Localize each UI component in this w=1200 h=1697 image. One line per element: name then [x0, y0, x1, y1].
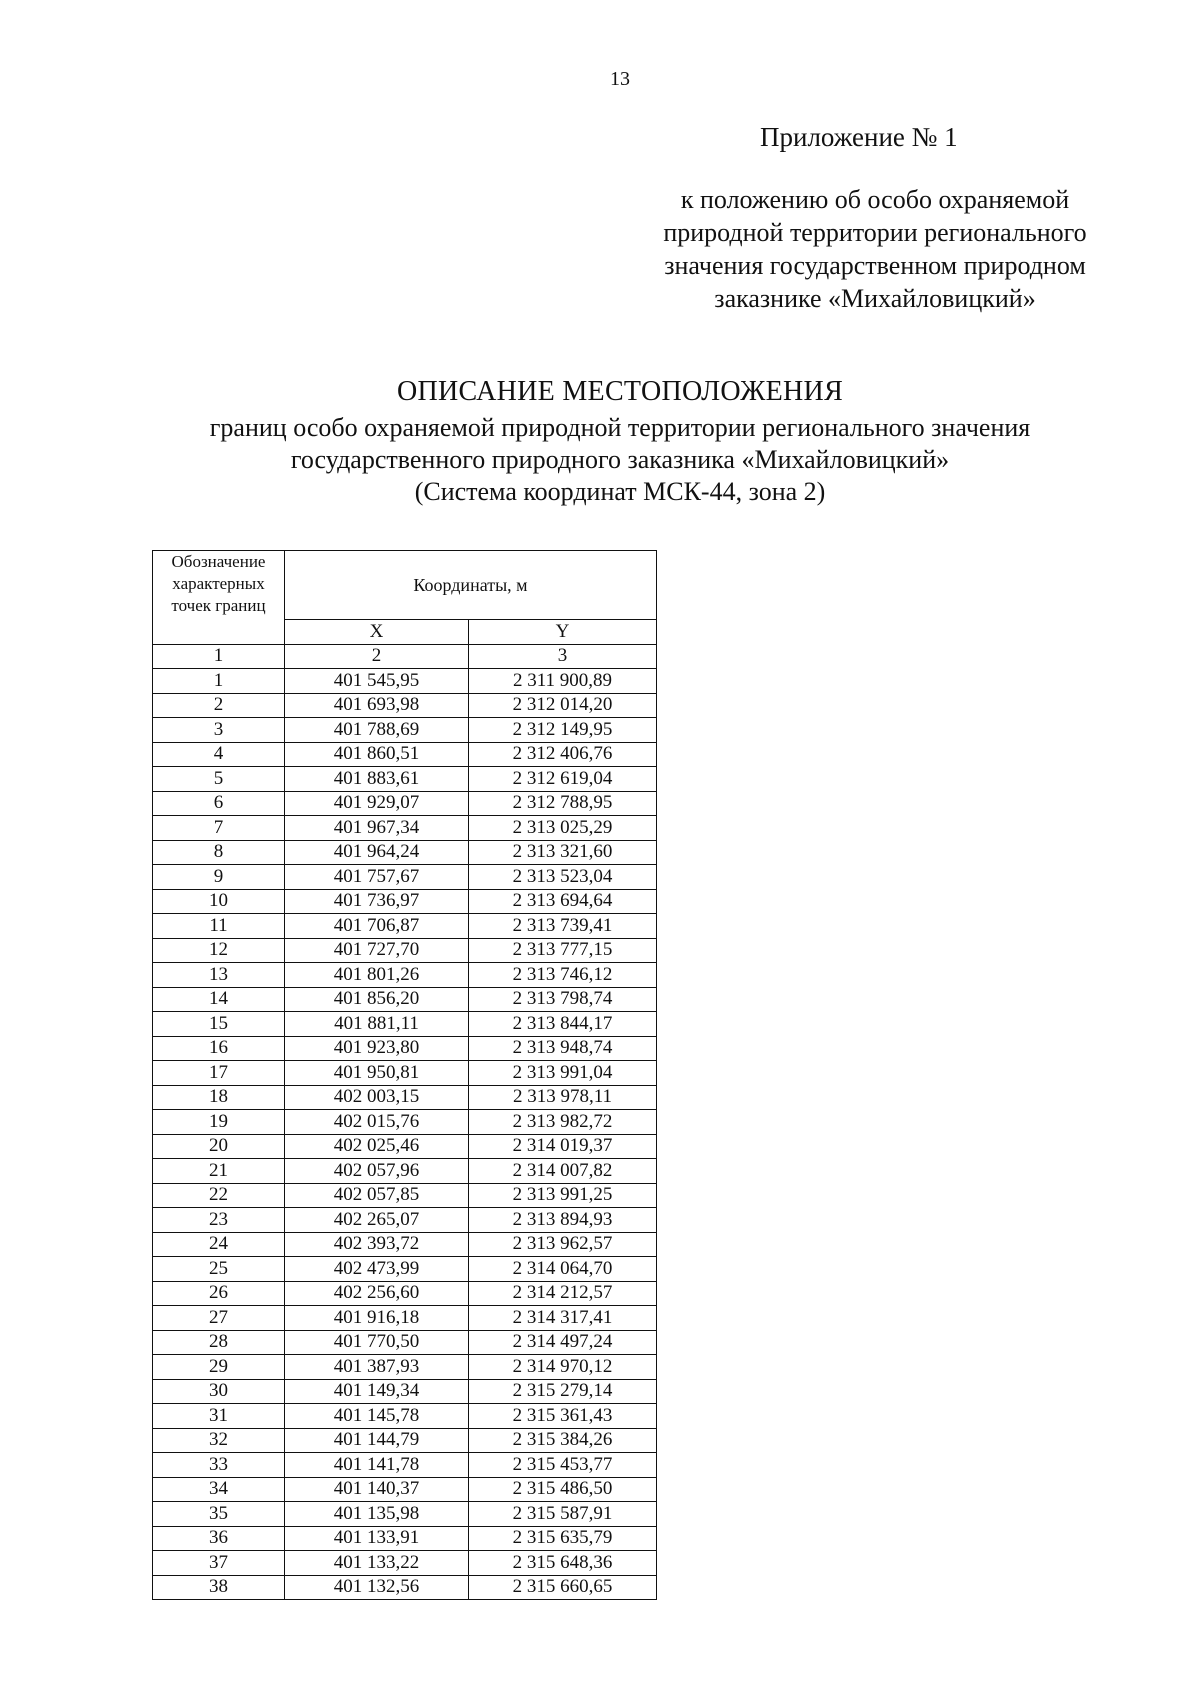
table-row: [153, 914, 657, 939]
document-subtitle-line: государственного природного заказника «Михайловицкий»: [290, 445, 950, 474]
point-number-cell: 4: [153, 742, 285, 767]
point-number-cell: 33: [153, 1453, 285, 1478]
y-coordinate-cell: 2 313 982,72: [469, 1110, 657, 1135]
x-coordinate-cell: 401 929,07: [285, 791, 469, 816]
y-coordinate-cell: 2 313 739,41: [469, 914, 657, 939]
x-coordinate-cell: 401 736,97: [285, 889, 469, 914]
appendix-subheading-line: заказнике «Михайловицкий»: [714, 284, 1036, 313]
point-number-cell: 6: [153, 791, 285, 816]
y-coordinate-cell: 2 314 019,37: [469, 1134, 657, 1159]
point-number-cell: 2: [153, 693, 285, 718]
x-coordinate-cell: 402 256,60: [285, 1281, 469, 1306]
y-coordinate-cell: 2 313 777,15: [469, 938, 657, 963]
table-header-row: [153, 551, 657, 620]
table-row: [153, 865, 657, 890]
column-number: 1: [153, 644, 285, 669]
point-number-cell: 32: [153, 1428, 285, 1453]
table-row: [153, 1159, 657, 1184]
y-coordinate-cell: 2 312 406,76: [469, 742, 657, 767]
table-row: [153, 693, 657, 718]
x-coordinate-cell: 401 757,67: [285, 865, 469, 890]
table-row: [153, 1526, 657, 1551]
table-row: [153, 1257, 657, 1282]
table-row: [153, 1012, 657, 1037]
header-point-designation: Обозначение характерных точек границ: [153, 551, 285, 645]
y-coordinate-cell: 2 313 991,04: [469, 1061, 657, 1086]
table-row: [153, 816, 657, 841]
x-coordinate-cell: 401 132,56: [285, 1575, 469, 1600]
point-number-cell: 8: [153, 840, 285, 865]
table-row: [153, 1061, 657, 1086]
point-number-cell: 21: [153, 1159, 285, 1184]
appendix-subheading-line: значения государственном природном: [664, 251, 1086, 280]
point-number-cell: 17: [153, 1061, 285, 1086]
document-subtitle-line: (Система координат МСК-44, зона 2): [414, 477, 826, 506]
y-coordinate-cell: 2 313 978,11: [469, 1085, 657, 1110]
table-row: [153, 1477, 657, 1502]
x-coordinate-cell: 401 145,78: [285, 1404, 469, 1429]
table-row: [153, 669, 657, 694]
header-coordinates: Координаты, м: [285, 551, 657, 620]
x-coordinate-cell: 401 133,91: [285, 1526, 469, 1551]
point-number-cell: 5: [153, 767, 285, 792]
table-row: [153, 1502, 657, 1527]
x-coordinate-cell: 402 025,46: [285, 1134, 469, 1159]
y-coordinate-cell: 2 312 619,04: [469, 767, 657, 792]
y-coordinate-cell: 2 313 991,25: [469, 1183, 657, 1208]
x-coordinate-cell: 401 860,51: [285, 742, 469, 767]
x-coordinate-cell: 401 727,70: [285, 938, 469, 963]
table-row: [153, 1330, 657, 1355]
y-coordinate-cell: 2 315 648,36: [469, 1551, 657, 1576]
x-coordinate-cell: 401 135,98: [285, 1502, 469, 1527]
point-number-cell: 9: [153, 865, 285, 890]
x-coordinate-cell: 401 856,20: [285, 987, 469, 1012]
y-coordinate-cell: 2 313 321,60: [469, 840, 657, 865]
x-coordinate-cell: 401 149,34: [285, 1379, 469, 1404]
table-row: [153, 938, 657, 963]
column-number-row: [153, 644, 657, 669]
x-coordinate-cell: 401 788,69: [285, 718, 469, 743]
x-coordinate-cell: 401 923,80: [285, 1036, 469, 1061]
y-coordinate-cell: 2 315 635,79: [469, 1526, 657, 1551]
x-coordinate-cell: 401 770,50: [285, 1330, 469, 1355]
y-coordinate-cell: 2 312 788,95: [469, 791, 657, 816]
x-coordinate-cell: 402 003,15: [285, 1085, 469, 1110]
x-coordinate-cell: 401 144,79: [285, 1428, 469, 1453]
y-coordinate-cell: 2 313 694,64: [469, 889, 657, 914]
appendix-subheading: [620, 183, 1130, 315]
x-coordinate-cell: 401 881,11: [285, 1012, 469, 1037]
point-number-cell: 38: [153, 1575, 285, 1600]
x-coordinate-cell: 401 387,93: [285, 1355, 469, 1380]
y-coordinate-cell: 2 313 894,93: [469, 1208, 657, 1233]
y-coordinate-cell: 2 315 587,91: [469, 1502, 657, 1527]
point-number-cell: 26: [153, 1281, 285, 1306]
point-number-cell: 24: [153, 1232, 285, 1257]
point-number-cell: 34: [153, 1477, 285, 1502]
y-coordinate-cell: 2 314 007,82: [469, 1159, 657, 1184]
point-number-cell: 18: [153, 1085, 285, 1110]
y-coordinate-cell: 2 314 212,57: [469, 1281, 657, 1306]
y-coordinate-cell: 2 315 361,43: [469, 1404, 657, 1429]
table-row: [153, 1575, 657, 1600]
header-y: Y: [469, 620, 657, 645]
x-coordinate-cell: 402 473,99: [285, 1257, 469, 1282]
x-coordinate-cell: 401 133,22: [285, 1551, 469, 1576]
table-row: [153, 1183, 657, 1208]
appendix-subheading-line: к положению об особо охраняемой: [680, 185, 1070, 214]
point-number-cell: 16: [153, 1036, 285, 1061]
x-coordinate-cell: 401 967,34: [285, 816, 469, 841]
column-number: 3: [469, 644, 657, 669]
table-row: [153, 767, 657, 792]
x-coordinate-cell: 402 265,07: [285, 1208, 469, 1233]
y-coordinate-cell: 2 315 279,14: [469, 1379, 657, 1404]
coordinates-table-body: [153, 669, 657, 1600]
y-coordinate-cell: 2 311 900,89: [469, 669, 657, 694]
table-row: [153, 1453, 657, 1478]
y-coordinate-cell: 2 313 798,74: [469, 987, 657, 1012]
x-coordinate-cell: 402 393,72: [285, 1232, 469, 1257]
y-coordinate-cell: 2 312 149,95: [469, 718, 657, 743]
y-coordinate-cell: 2 314 970,12: [469, 1355, 657, 1380]
y-coordinate-cell: 2 313 523,04: [469, 865, 657, 890]
table-row: [153, 1281, 657, 1306]
table-row: [153, 1110, 657, 1135]
point-number-cell: 19: [153, 1110, 285, 1135]
table-row: [153, 1404, 657, 1429]
x-coordinate-cell: 402 057,96: [285, 1159, 469, 1184]
x-coordinate-cell: 401 883,61: [285, 767, 469, 792]
point-number-cell: 15: [153, 1012, 285, 1037]
table-row: [153, 718, 657, 743]
point-number-cell: 13: [153, 963, 285, 988]
column-number: 2: [285, 644, 469, 669]
y-coordinate-cell: 2 315 660,65: [469, 1575, 657, 1600]
table-row: [153, 840, 657, 865]
x-coordinate-cell: 401 964,24: [285, 840, 469, 865]
x-coordinate-cell: 401 801,26: [285, 963, 469, 988]
y-coordinate-cell: 2 315 384,26: [469, 1428, 657, 1453]
x-coordinate-cell: 401 706,87: [285, 914, 469, 939]
x-coordinate-cell: 401 545,95: [285, 669, 469, 694]
point-number-cell: 35: [153, 1502, 285, 1527]
point-number-cell: 20: [153, 1134, 285, 1159]
point-number-cell: 12: [153, 938, 285, 963]
x-coordinate-cell: 401 916,18: [285, 1306, 469, 1331]
table-row: [153, 742, 657, 767]
table-row: [153, 791, 657, 816]
table-row: [153, 963, 657, 988]
x-coordinate-cell: 401 140,37: [285, 1477, 469, 1502]
y-coordinate-cell: 2 313 025,29: [469, 816, 657, 841]
point-number-cell: 31: [153, 1404, 285, 1429]
table-row: [153, 1355, 657, 1380]
x-coordinate-cell: 402 057,85: [285, 1183, 469, 1208]
point-number-cell: 25: [153, 1257, 285, 1282]
appendix-subheading-line: природной территории регионального: [663, 218, 1087, 247]
point-number-cell: 23: [153, 1208, 285, 1233]
y-coordinate-cell: 2 314 317,41: [469, 1306, 657, 1331]
coordinates-table: [152, 550, 657, 1600]
point-number-cell: 10: [153, 889, 285, 914]
table-row: [153, 1036, 657, 1061]
table-row: [153, 987, 657, 1012]
point-number-cell: 1: [153, 669, 285, 694]
x-coordinate-cell: 401 141,78: [285, 1453, 469, 1478]
y-coordinate-cell: 2 314 064,70: [469, 1257, 657, 1282]
point-number-cell: 28: [153, 1330, 285, 1355]
table-row: [153, 1085, 657, 1110]
point-number-cell: 22: [153, 1183, 285, 1208]
table-row: [153, 1208, 657, 1233]
table-row: [153, 1134, 657, 1159]
table-row: [153, 1428, 657, 1453]
y-coordinate-cell: 2 313 844,17: [469, 1012, 657, 1037]
y-coordinate-cell: 2 312 014,20: [469, 693, 657, 718]
point-number-cell: 36: [153, 1526, 285, 1551]
document-title: ОПИСАНИЕ МЕСТОПОЛОЖЕНИЯ: [396, 376, 844, 407]
point-number-cell: 11: [153, 914, 285, 939]
x-coordinate-cell: 401 950,81: [285, 1061, 469, 1086]
y-coordinate-cell: 2 313 962,57: [469, 1232, 657, 1257]
table-row: [153, 1379, 657, 1404]
x-coordinate-cell: 401 693,98: [285, 693, 469, 718]
document-subtitle: [0, 412, 1200, 508]
appendix-heading: Приложение № 1: [760, 122, 958, 152]
point-number-cell: 29: [153, 1355, 285, 1380]
y-coordinate-cell: 2 313 948,74: [469, 1036, 657, 1061]
point-number-cell: 30: [153, 1379, 285, 1404]
y-coordinate-cell: 2 314 497,24: [469, 1330, 657, 1355]
table-row: [153, 889, 657, 914]
table-row: [153, 1551, 657, 1576]
y-coordinate-cell: 2 315 486,50: [469, 1477, 657, 1502]
point-number-cell: 3: [153, 718, 285, 743]
point-number-cell: 37: [153, 1551, 285, 1576]
y-coordinate-cell: 2 313 746,12: [469, 963, 657, 988]
table-row: [153, 1232, 657, 1257]
x-coordinate-cell: 402 015,76: [285, 1110, 469, 1135]
y-coordinate-cell: 2 315 453,77: [469, 1453, 657, 1478]
point-number-cell: 27: [153, 1306, 285, 1331]
document-subtitle-line: границ особо охраняемой природной территории регионального значения: [209, 413, 1031, 442]
point-number-cell: 7: [153, 816, 285, 841]
point-number-cell: 14: [153, 987, 285, 1012]
table-row: [153, 1306, 657, 1331]
page-number: 13: [610, 68, 630, 90]
header-x: X: [285, 620, 469, 645]
